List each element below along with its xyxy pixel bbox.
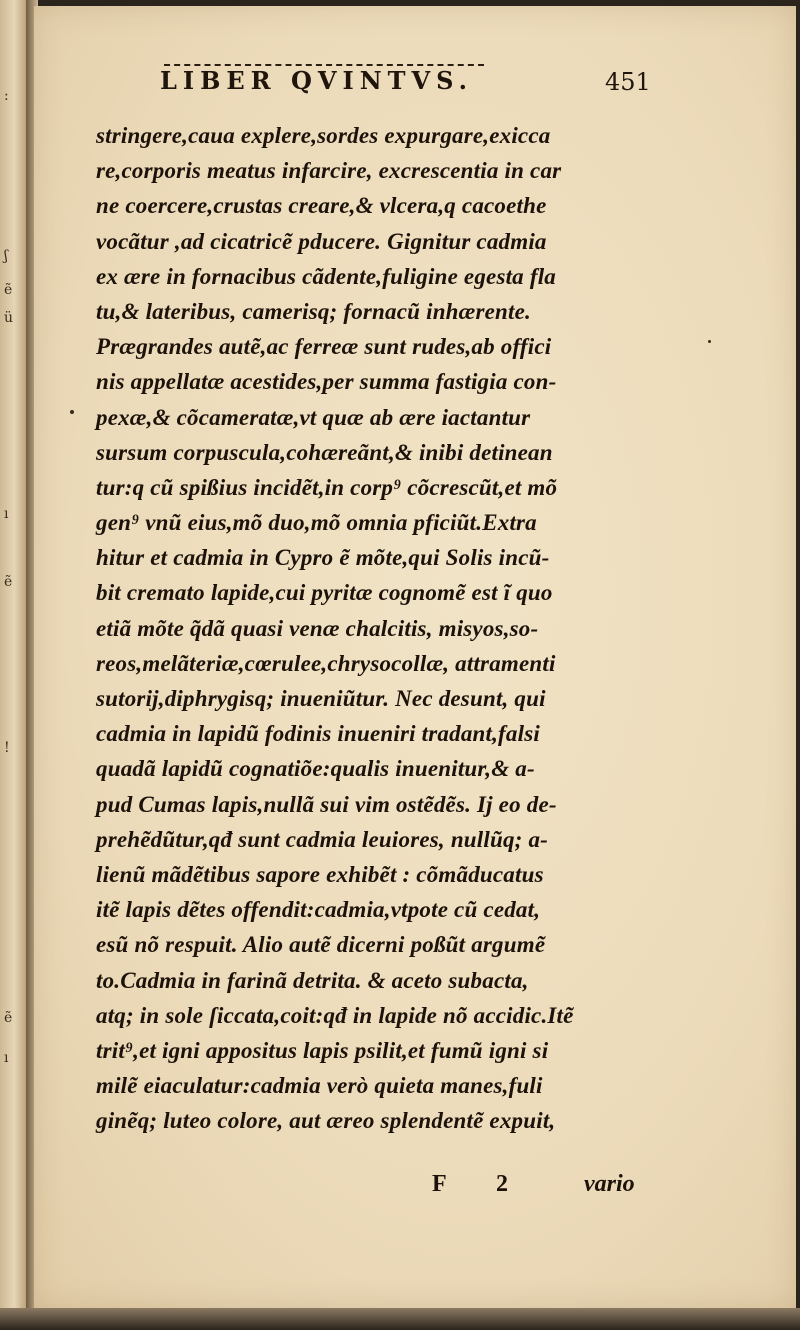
text-line: itẽ lapis dẽtes offendit:cadmia,vtpote cũ cedat, bbox=[96, 897, 541, 923]
text-line: ne coercere,crustas creare,& vlcera,q cacoethe bbox=[96, 193, 547, 219]
facing-page-edge bbox=[0, 0, 26, 1330]
text-line: hitur et cadmia in Cypro ẽ mõte,qui Solis incũ- bbox=[96, 545, 550, 571]
text-line: nis appellatæ acestides,per summa fastigia con- bbox=[96, 369, 557, 395]
text-line: prehẽdũtur,qđ sunt cadmia leuiores, nullũq; a- bbox=[96, 826, 549, 852]
text-line: lienũ mãdẽtibus sapore exhibẽt : cõmãducatus bbox=[96, 861, 544, 887]
text-line: esũ nõ respuit. Alio autẽ dicerni poßũt argumẽ bbox=[96, 932, 546, 958]
edge-mark: ı bbox=[4, 1050, 9, 1066]
signature-line bbox=[184, 1171, 664, 1199]
text-line: gen⁹ vnũ eius,mõ duo,mõ omnia pficiũt.Extra bbox=[96, 510, 537, 536]
text-line: etiã mõte q̃dã quasi venæ chalcitis, misyos,so- bbox=[96, 615, 539, 641]
text-line: pexæ,& cõcameratæ,vt quæ ab ære iactantur bbox=[96, 404, 531, 430]
edge-mark: : bbox=[4, 88, 9, 104]
text-line: stringere,caua explere,sordes expurgare,exicca bbox=[96, 123, 551, 148]
text-line: cadmia in lapidũ fodinis inueniri tradant,falsi bbox=[96, 721, 540, 747]
body-text bbox=[96, 118, 666, 1138]
running-head bbox=[160, 60, 651, 100]
page-number: 451 bbox=[605, 68, 651, 96]
text-line: tu,& lateribus, camerisq; fornacũ inhærente. bbox=[96, 298, 531, 324]
edge-mark: ʃ bbox=[4, 248, 8, 264]
text-line: trit⁹,et igni appositus lapis psilit,et fumũ igni si bbox=[96, 1037, 549, 1063]
text-line: atq; in sole ſiccata,coit:qđ in lapide nõ accidic.Itẽ bbox=[96, 1002, 574, 1028]
edge-mark: ẽ bbox=[4, 282, 13, 298]
text-line: to.Cadmia in farinã detrita. & aceto subacta, bbox=[96, 967, 529, 993]
text-line: sutorij,diphrygisq; inueniũtur. Nec desunt, qui bbox=[96, 686, 546, 711]
paper-speck bbox=[708, 340, 711, 343]
text-line: bit cremato lapide,cui pyritæ cognomẽ est ĩ quo bbox=[96, 580, 553, 606]
paper-speck bbox=[70, 410, 74, 414]
text-line: quadã lapidũ cognatiõe:qualis inuenitur,& a- bbox=[96, 756, 535, 782]
signature-mark: F bbox=[432, 1171, 447, 1197]
running-title: LIBER QVINTVS. bbox=[160, 66, 473, 95]
edge-mark: ẽ bbox=[4, 1010, 13, 1026]
text-line: sursum corpuscula,cohæreãnt,& inibi detinean bbox=[96, 439, 553, 465]
edge-mark: ü bbox=[4, 310, 14, 326]
book-page bbox=[34, 6, 796, 1308]
text-line: ginẽq; luteo colore, aut æreo splendentẽ expuit, bbox=[96, 1108, 556, 1134]
text-line: pud Cumas lapis,nullã sui vim ostẽdẽs. Ij eo de- bbox=[96, 791, 557, 817]
edge-mark: ! bbox=[4, 740, 10, 756]
text-line: vocãtur ,ad cicatricẽ pducere. Gignitur cadmia bbox=[96, 228, 547, 254]
text-line: milẽ eiaculatur:cadmia verò quieta manes,fuli bbox=[96, 1073, 543, 1099]
catchword: vario bbox=[584, 1171, 635, 1197]
edge-mark: ẽ bbox=[4, 574, 13, 590]
signature-number: 2 bbox=[496, 1171, 508, 1197]
text-line: ex ære in fornacibus cãdente,fuligine egesta fla bbox=[96, 263, 556, 289]
text-line: Prægrandes autẽ,ac ferreæ sunt rudes,ab offici bbox=[96, 334, 552, 360]
text-line: tur:q cũ spißius incidẽt,in corp⁹ cõcrescũt,et mõ bbox=[96, 474, 558, 500]
page-bottom-edge bbox=[0, 1308, 800, 1330]
text-line: re,corporis meatus infarcire, excrescentia in car bbox=[96, 158, 562, 184]
text-line: reos,melãteriæ,cœrulee,chrysocollæ, attramenti bbox=[96, 650, 556, 676]
edge-mark: ı bbox=[4, 506, 9, 522]
